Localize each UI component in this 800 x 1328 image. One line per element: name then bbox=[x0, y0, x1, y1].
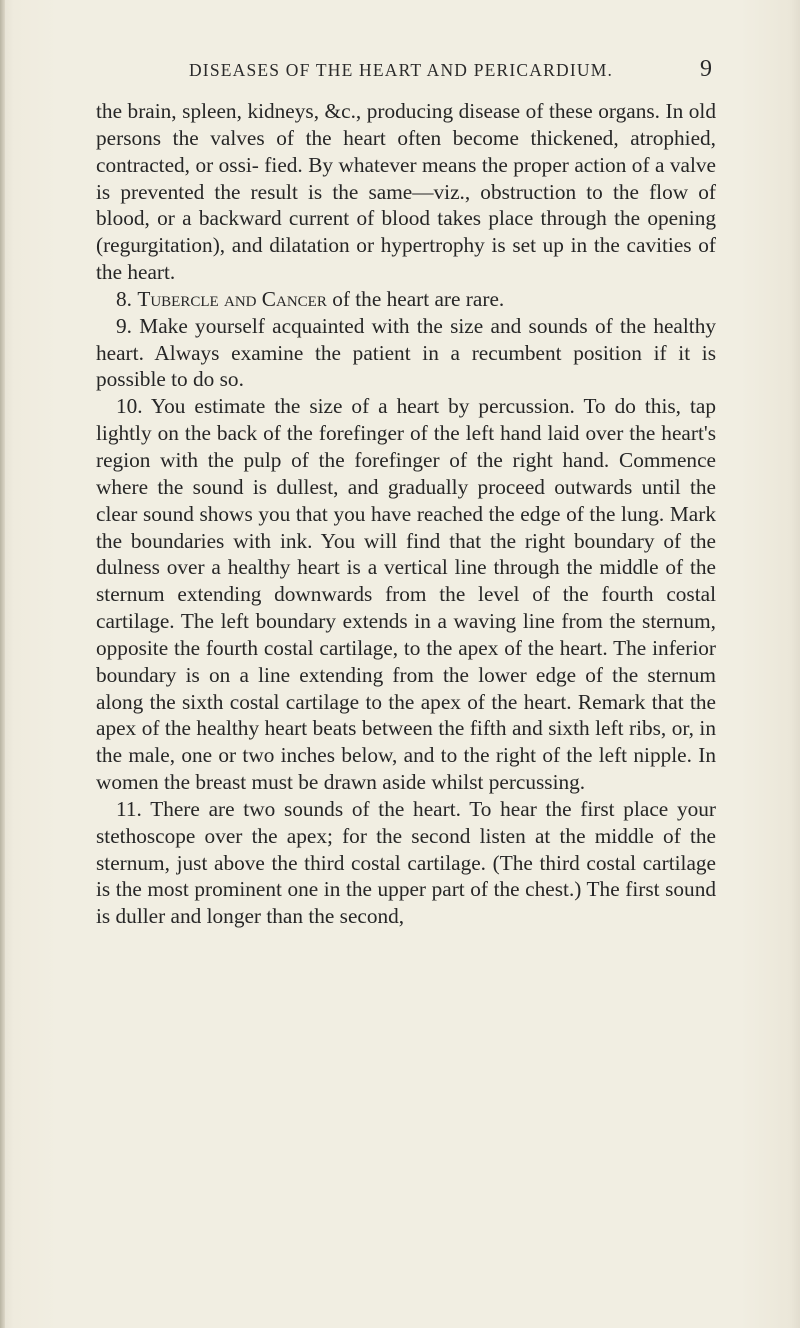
paragraph-number: 11. bbox=[116, 796, 142, 821]
paragraph-8 bbox=[96, 286, 716, 313]
paragraph-text: the brain, spleen, kidneys, &c., producing disease of these organs. In old persons the valves of the heart often become thickened, atrophied, contracted, or ossi- fied. By whatever means the proper action of a valve is prevented the result is the same—viz., obstruction to the flow of blood, or a backward current of blood takes place through the opening (regurgitation), and dilatation or hypertrophy is set up in the cavities of the heart. bbox=[96, 99, 716, 285]
paragraph-number: 8. bbox=[116, 286, 132, 311]
page-gutter bbox=[0, 0, 5, 1328]
page-number: 9 bbox=[700, 56, 712, 82]
paragraph-heading: Tubercle and Cancer bbox=[137, 286, 327, 311]
paragraph-11 bbox=[96, 796, 716, 930]
paragraph-continued bbox=[96, 98, 716, 286]
running-head bbox=[90, 56, 712, 88]
paragraph-10 bbox=[96, 393, 716, 796]
paragraph-number: 9. bbox=[116, 313, 132, 338]
paragraph-number: 10. bbox=[116, 394, 143, 419]
body-text bbox=[96, 98, 716, 1218]
running-title: DISEASES OF THE HEART AND PERICARDIUM. bbox=[188, 60, 614, 80]
paragraph-text: Make yourself acquainted with the size and sounds of the healthy heart. Always examine the patient in a recumbent position if it is possible to do so. bbox=[96, 313, 717, 392]
paragraph-text: There are two sounds of the heart. To hear the first place your stethoscope over the apex; for the second listen at the middle of the sternum, just above the third costal cartilage. (The third costal cartilage is the most prominent one in the upper part of the chest.) The first sound is duller and longer than the second, bbox=[96, 796, 716, 929]
paragraph-text: You estimate the size of a heart by percussion. To do this, tap lightly on the back of the forefinger of the left hand laid over the heart's region with the pulp of the forefinger of the right hand. Commence where the sound is dullest, and gradually proceed outwards until the clear sound shows you that you have reached the edge of the lung. Mark the boundaries with ink. You will find that the right boundary of the dulness over a healthy heart is a vertical line through the middle of the sternum extending downwards from the level of the fourth costal cartilage. The left boundary extends in a waving line from the sternum, opposite the fourth costal cartilage, to the apex of the heart. The inferior boundary is on a line extending from the lower edge of the sternum along the sixth costal cartilage to the apex of the heart. Remark that the apex of the healthy heart beats between the fifth and sixth left ribs, or, in the male, one or two inches below, and to the right of the left nipple. In women the breast must be drawn aside whilst percussing. bbox=[96, 394, 716, 795]
paragraph-9 bbox=[96, 313, 716, 394]
paragraph-text: of the heart are rare. bbox=[332, 286, 505, 311]
